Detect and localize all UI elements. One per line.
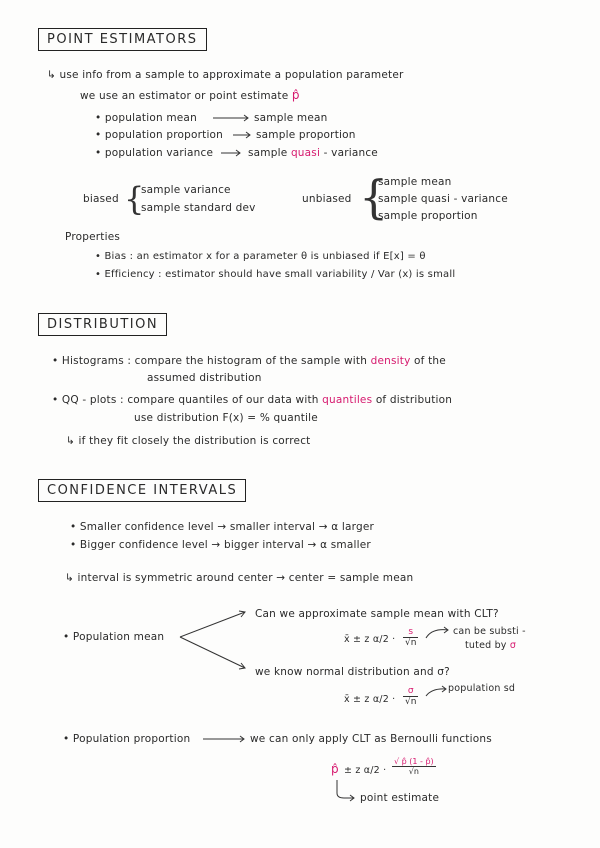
formula-1-denominator: √n — [405, 638, 417, 648]
property-efficiency: • Efficiency : estimator should have small variability / Var (x) is small — [95, 269, 456, 280]
bullet-population-variance: • population variance — [95, 147, 214, 159]
formula-3-p-hat: p̂ — [331, 762, 339, 776]
quantiles-word: quantiles — [322, 394, 373, 406]
clt-question: Can we approximate sample mean with CLT? — [255, 608, 499, 620]
unbiased-item: sample quasi - variance — [378, 193, 508, 205]
formula-3-denominator: √n — [408, 767, 419, 776]
biased-brace: { — [124, 180, 145, 218]
qq-plots-line-2: use distribution F(x) = % quantile — [134, 412, 318, 424]
symmetric-line: ↳ interval is symmetric around center → center = sample mean — [65, 572, 414, 584]
substituted-line-1: can be substi - — [453, 626, 526, 637]
unbiased-item: sample mean — [378, 176, 452, 188]
qq-plots-line: • QQ - plots : compare quantiles of our data with quantiles of distribution — [52, 394, 453, 406]
population-mean-label: • Population mean — [63, 631, 165, 643]
bullet-sample-proportion: sample proportion — [256, 129, 356, 141]
formula-3-prefix: ± z α/2 · — [344, 765, 387, 776]
population-proportion-label: • Population proportion — [63, 733, 191, 745]
formula-2-fraction — [403, 686, 418, 707]
biased-item: sample standard dev — [141, 202, 256, 214]
substituted-line-2: tuted by σ — [465, 640, 517, 651]
biased-label: biased — [83, 193, 119, 205]
section-title-confidence-intervals: CONFIDENCE INTERVALS — [38, 479, 246, 502]
unbiased-brace: { — [359, 170, 389, 224]
bigger-confidence-line: • Bigger confidence level → bigger interval → α smaller — [70, 539, 371, 551]
population-sd-label: population sd — [448, 683, 516, 694]
smaller-confidence-line: • Smaller confidence level → smaller interval → α larger — [70, 521, 375, 533]
formula-2-numerator: σ — [403, 686, 418, 697]
formula-2-denominator: √n — [405, 697, 417, 707]
sigma-symbol: σ — [509, 640, 517, 651]
clt-bernoulli-line: we can only apply CLT as Bernoulli functions — [250, 733, 492, 745]
formula-1-fraction — [403, 627, 418, 648]
bullet-sample-mean: sample mean — [254, 112, 328, 124]
properties-label: Properties — [65, 231, 121, 243]
formula-3-numerator: √ p̂ (1 - p̂) — [394, 757, 434, 766]
section-title-distribution: DISTRIBUTION — [38, 313, 167, 336]
intro-line-2: we use an estimator or point estimate p̂ — [80, 88, 300, 102]
formula-1-prefix: x̄ ± z α/2 · — [344, 634, 396, 645]
fit-line: ↳ if they fit closely the distribution is correct — [66, 435, 311, 447]
point-estimate-label: point estimate — [360, 792, 440, 804]
formula-3-fraction — [392, 757, 436, 776]
density-word: density — [370, 355, 411, 367]
formula-2-prefix: x̄ ± z α/2 · — [344, 694, 396, 705]
p-hat-symbol: p̂ — [291, 88, 300, 102]
formula-1-numerator: s — [403, 627, 418, 638]
section-title-point-estimators: POINT ESTIMATORS — [38, 28, 207, 51]
histograms-line: • Histograms : compare the histogram of the sample with density of the — [52, 355, 446, 367]
unbiased-label: unbiased — [302, 193, 352, 205]
intro-line-1: ↳ use info from a sample to approximate a population parameter — [47, 69, 404, 81]
biased-item: sample variance — [141, 184, 231, 196]
unbiased-item: sample proportion — [378, 210, 478, 222]
normal-question: we know normal distribution and σ? — [255, 666, 450, 678]
histograms-line-2: assumed distribution — [147, 372, 262, 384]
bullet-population-proportion: • population proportion — [95, 129, 224, 141]
bullet-sample-quasi-variance: sample quasi - variance — [248, 147, 378, 159]
bullet-population-mean: • population mean — [95, 112, 197, 124]
property-bias: • Bias : an estimator x for a parameter θ is unbiased if E[x] = θ — [95, 251, 426, 262]
quasi-word: quasi — [290, 147, 321, 159]
